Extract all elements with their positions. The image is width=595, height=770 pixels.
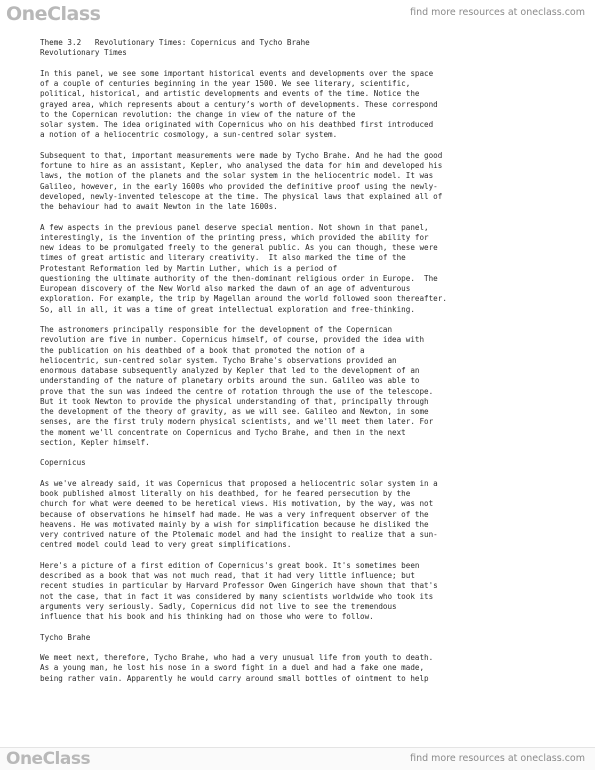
paragraph-line: We meet next, therefore, Tycho Brahe, who had a very unusual life from youth to death.: [40, 653, 434, 662]
paragraph: [40, 561, 560, 623]
paragraph-line: times of great artistic and literary creativity. It also marked the time of the: [40, 253, 406, 263]
header-tagline-link[interactable]: find more resources at oneclass.com: [410, 7, 585, 18]
paragraph-line: the publication on his deathbed of a book that promoted the notion of a: [40, 345, 365, 355]
paragraph-line: enormous database subsequently analyzed by Kepler that led to the development of an: [40, 366, 420, 375]
document-subtitle: Revolutionary Times: [40, 48, 127, 58]
paragraph-line: grayed area, which represents about a century’s worth of developments. These correspond: [40, 99, 438, 109]
paragraph-line: being rather vain. Apparently he would carry around small bottles of ointment to help: [40, 673, 429, 683]
paragraph-line: very contrived nature of the Ptolemaic model and had the insight to realize that a sun-: [40, 530, 438, 539]
paragraph-line: to the Copernican revolution: the change in view of the nature of the: [40, 109, 356, 119]
paragraph-line: Protestant Reformation led by Martin Luther, which is a period of: [40, 263, 338, 273]
paragraph: [40, 458, 560, 468]
paragraph-line: In this panel, we see some important historical events and developments over the space: [40, 68, 434, 78]
paragraph-gap: [40, 551, 560, 561]
paragraphs-container: [40, 69, 560, 684]
paragraph-line: the moment we'll concentrate on Copernicus and Tycho Brahe, and then in the next: [40, 427, 406, 437]
paragraph-gap: [40, 448, 560, 458]
paragraph-line: heavens. He was motivated mainly by a wish for simplification because he disliked the: [40, 519, 429, 529]
paragraph-line: new ideas to be promulgated freely to the general public. As you can though, these were: [40, 243, 438, 252]
paragraph-line: The astronomers principally responsible for the development of the Copernican: [40, 325, 393, 334]
paragraph: [40, 69, 560, 141]
footer-tagline-link[interactable]: find more resources at oneclass.com: [410, 753, 585, 764]
paragraph: [40, 633, 560, 643]
paragraph-line: laws, the motion of the planets and the solar system in the heliocentric model. It was: [40, 171, 434, 181]
paragraph-line: But it took Newton to provide the physical understanding of that, principally through: [40, 396, 429, 406]
footer-bar: [0, 747, 595, 770]
paragraph-line: exploration. For example, the trip by Magellan around the world followed soon thereafter.: [40, 294, 447, 304]
paragraph-line: developed, newly-invented telescope at the time. The physical laws that explained all of: [40, 191, 443, 201]
footer-oneclass-logo[interactable]: OneClass: [6, 749, 91, 769]
paragraph-line: As we've already said, it was Copernicus that proposed a heliocentric solar system in a: [40, 478, 438, 488]
paragraph: [40, 479, 560, 551]
paragraph-line: As a young man, he lost his nose in a sword fight in a duel and had a fake one made,: [40, 663, 425, 673]
paragraph-line: Here's a picture of a first edition of Copernicus's great book. It's sometimes been: [40, 560, 420, 570]
paragraph-line: fortune to hire as an assistant, Kepler, who analysed the data for him and developed his: [40, 161, 443, 170]
paragraph-line: senses, are the first truly modern physical scientists, and we'll meet them later. For: [40, 417, 434, 427]
paragraph-line: because of observations he himself had made. He was a very infrequent observer of the: [40, 509, 429, 519]
paragraph-line: centred model could lead to very great simplifications.: [40, 540, 292, 550]
paragraph-line: of a couple of centuries beginning in the year 1500. We see literary, scientific,: [40, 79, 411, 88]
paragraph-gap: [40, 622, 560, 632]
paragraph-line: book published almost literally on his deathbed, for he feared persecution by the: [40, 489, 411, 498]
paragraph-line: a notion of a heliocentric cosmology, a sun-centred solar system.: [40, 130, 338, 140]
document-title: Theme 3.2 Revolutionary Times: Copernicus and Tycho Brahe: [40, 38, 310, 47]
paragraph-gap: [40, 643, 560, 653]
paragraph: [40, 151, 560, 213]
paragraph-gap: [40, 469, 560, 479]
section-heading: Copernicus: [40, 458, 86, 468]
paragraph: [40, 325, 560, 448]
oneclass-logo[interactable]: OneClass: [6, 3, 101, 25]
paragraph-line: recent studies in particular by Harvard Professor Owen Gingerich have shown that that's: [40, 581, 438, 591]
paragraph-line: revolution are five in number. Copernicus himself, of course, provided the idea with: [40, 335, 425, 345]
paragraph-gap: [40, 315, 560, 325]
paragraph-line: the behaviour had to await Newton in the late 1600s.: [40, 202, 278, 211]
paragraph-line: heliocentric, sun-centred solar system. Tycho Brahe's observations provided an: [40, 355, 397, 365]
paragraph-gap: [40, 59, 560, 69]
paragraph-line: European discovery of the New World also marked the dawn of an age of adventurous: [40, 284, 411, 293]
paragraph-line: prove that the sun was indeed the centre of rotation through the use of the telescope.: [40, 386, 434, 396]
paragraph-line: Subsequent to that, important measurements were made by Tycho Brahe. And he had the good: [40, 150, 443, 160]
paragraph-line: questioning the ultimate authority of the then-dominant religious order in Europe. The: [40, 273, 438, 283]
paragraph-line: section, Kepler himself.: [40, 437, 150, 447]
paragraph-line: So, all in all, it was a time of great intellectual exploration and free-thinking.: [40, 304, 415, 314]
paragraph-line: church for what were deemed to be heretical views. His motivation, by the way, was not: [40, 499, 434, 509]
document-body: [40, 38, 560, 684]
paragraph: [40, 653, 560, 684]
paragraph-gap: [40, 141, 560, 151]
paragraph-line: interestingly, is the invention of the printing press, which provided the ability for: [40, 232, 429, 242]
paragraph-line: arguments very seriously. Sadly, Copernicus did not live to see the tremendous: [40, 601, 397, 611]
paragraph: [40, 223, 560, 315]
paragraph-line: not the case, that in fact it was considered by many scientists worldwide who took its: [40, 591, 434, 601]
paragraph-line: understanding of the nature of planetary orbits around the sun. Galileo was able to: [40, 376, 420, 386]
paragraph-line: described as a book that was not much read, that it had very little influence; but: [40, 571, 415, 580]
header-bar: [0, 0, 595, 26]
paragraph-gap: [40, 212, 560, 222]
paragraph-line: Galileo, however, in the early 1600s who provided the definitive proof using the newly-: [40, 181, 438, 191]
paragraph-line: A few aspects in the previous panel deserve special mention. Not shown in that panel,: [40, 222, 429, 232]
paragraph-line: the development of the theory of gravity, as we will see. Galileo and Newton, in some: [40, 407, 429, 416]
paragraph-line: political, historical, and artistic developments and events of the time. Notice the: [40, 89, 420, 99]
paragraph-line: influence that his book and his thinking had on those who were to follow.: [40, 612, 374, 621]
paragraph-line: solar system. The idea originated with Copernicus who on his deathbed first introduced: [40, 120, 434, 129]
section-heading: Tycho Brahe: [40, 632, 91, 642]
